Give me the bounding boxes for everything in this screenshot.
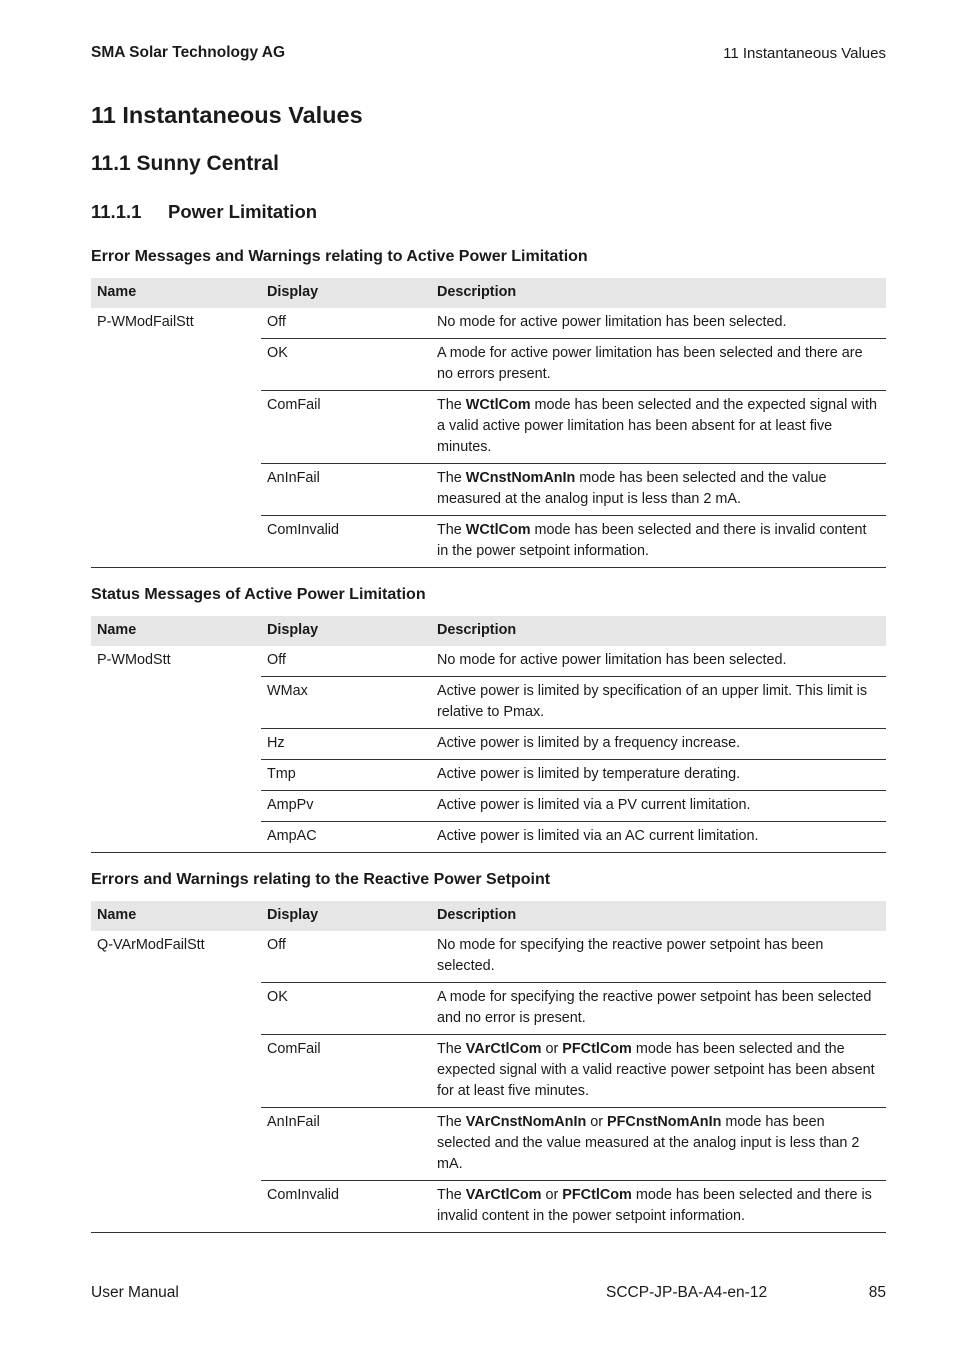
description-segment: No mode for active power limitation has been selected. — [437, 652, 787, 668]
description-text — [431, 822, 886, 853]
table-active-power-errors — [91, 278, 886, 568]
column-header-name: Name — [91, 901, 261, 931]
description-segment: or — [586, 1114, 608, 1130]
description-text — [431, 983, 886, 1035]
description-segment: or — [541, 1187, 563, 1203]
table-row — [91, 646, 886, 677]
mode-name: VArCtlCom — [465, 1187, 542, 1203]
mode-name: WCnstNomAnIn — [465, 470, 576, 486]
description-text — [431, 646, 886, 677]
mode-name: WCtlCom — [465, 397, 531, 413]
description-text — [431, 931, 886, 983]
description-text — [431, 729, 886, 760]
display-value: OK — [261, 983, 431, 1035]
description-text — [431, 1035, 886, 1108]
column-header-description: Description — [431, 278, 886, 308]
display-value: AnInFail — [261, 464, 431, 516]
column-header-description: Description — [431, 901, 886, 931]
display-value: Off — [261, 308, 431, 339]
description-segment: Active power is limited via a PV current limitation. — [437, 797, 751, 813]
description-segment: Active power is limited by temperature derating. — [437, 766, 741, 782]
description-segment: The — [437, 1187, 466, 1203]
description-text — [431, 516, 886, 568]
description-segment: or — [541, 1041, 563, 1057]
table-title-reactive-power-errors: Errors and Warnings relating to the Reactive Power Setpoint — [91, 871, 551, 888]
description-text — [431, 1181, 886, 1233]
description-segment: The — [437, 522, 466, 538]
parameter-name: P-WModFailStt — [91, 308, 261, 568]
description-text — [431, 677, 886, 729]
table-header-row — [91, 278, 886, 308]
description-segment: No mode for active power limitation has been selected. — [437, 314, 787, 330]
description-segment: mode has been selected and the value measured at the analog input is less than 2 mA. — [437, 1114, 860, 1172]
chapter-heading: 11 Instantaneous Values — [91, 102, 363, 128]
display-value: Tmp — [261, 760, 431, 791]
description-segment: A mode for specifying the reactive power setpoint has been selected and no error is present. — [437, 989, 872, 1026]
column-header-name: Name — [91, 278, 261, 308]
footer-page-number: 85 — [868, 1284, 886, 1301]
description-segment: mode has been selected and there is invalid content in the power setpoint information. — [437, 522, 867, 559]
mode-name: PFCnstNomAnIn — [607, 1114, 722, 1130]
display-value: AmpAC — [261, 822, 431, 853]
description-text — [431, 464, 886, 516]
description-segment: The — [437, 1114, 466, 1130]
table-header-row — [91, 616, 886, 646]
footer-document-id: SCCP-JP-BA-A4-en-12 — [606, 1284, 768, 1301]
table-header-row — [91, 901, 886, 931]
display-value: ComInvalid — [261, 516, 431, 568]
description-segment: mode has been selected and the expected signal with a valid reactive power setpoint has been absent for at least five minutes. — [437, 1041, 875, 1099]
display-value: Hz — [261, 729, 431, 760]
description-segment: Active power is limited via an AC current limitation. — [437, 828, 759, 844]
description-text — [431, 760, 886, 791]
description-segment: No mode for specifying the reactive power setpoint has been selected. — [437, 937, 824, 974]
display-value: Off — [261, 931, 431, 983]
running-header-section: 11 Instantaneous Values — [723, 45, 886, 62]
table-row — [91, 308, 886, 339]
description-text — [431, 1108, 886, 1181]
parameter-name: Q-VArModFailStt — [91, 931, 261, 1233]
description-segment: mode has been selected and the expected signal with a valid active power limitation has been absent for at least five minutes. — [437, 397, 877, 455]
description-segment: mode has been selected and there is invalid content in the power setpoint information. — [437, 1187, 872, 1224]
description-segment: The — [437, 1041, 466, 1057]
description-segment: mode has been selected and the value measured at the analog input is less than 2 mA. — [437, 470, 827, 507]
mode-name: VArCnstNomAnIn — [465, 1114, 587, 1130]
parameter-name: P-WModStt — [91, 646, 261, 853]
table-active-power-status — [91, 616, 886, 853]
running-header-company: SMA Solar Technology AG — [91, 44, 286, 61]
display-value: AmpPv — [261, 791, 431, 822]
display-value: WMax — [261, 677, 431, 729]
display-value: Off — [261, 646, 431, 677]
column-header-display: Display — [261, 278, 431, 308]
mode-name: VArCtlCom — [465, 1041, 542, 1057]
mode-name: PFCtlCom — [562, 1041, 632, 1057]
table-reactive-power-errors — [91, 901, 886, 1233]
description-text — [431, 791, 886, 822]
display-value: OK — [261, 339, 431, 391]
display-value: ComFail — [261, 1035, 431, 1108]
subsection-number: 11.1.1 — [91, 201, 142, 222]
column-header-name: Name — [91, 616, 261, 646]
description-segment: The — [437, 470, 466, 486]
subsection-title: Power Limitation — [168, 201, 318, 222]
column-header-display: Display — [261, 901, 431, 931]
mode-name: WCtlCom — [465, 522, 531, 538]
column-header-description: Description — [431, 616, 886, 646]
description-segment: Active power is limited by specification of an upper limit. This limit is relative to Pmax. — [437, 683, 868, 720]
table-row — [91, 931, 886, 983]
table-title-active-power-errors: Error Messages and Warnings relating to Active Power Limitation — [91, 248, 588, 265]
section-heading: 11.1 Sunny Central — [91, 152, 279, 175]
table-title-active-power-status: Status Messages of Active Power Limitation — [91, 586, 426, 603]
subsection-heading — [91, 201, 317, 223]
description-segment: The — [437, 397, 466, 413]
description-segment: A mode for active power limitation has been selected and there are no errors present. — [437, 345, 863, 382]
description-text — [431, 339, 886, 391]
display-value: ComInvalid — [261, 1181, 431, 1233]
display-value: AnInFail — [261, 1108, 431, 1181]
description-text — [431, 308, 886, 339]
description-text — [431, 391, 886, 464]
mode-name: PFCtlCom — [562, 1187, 632, 1203]
column-header-display: Display — [261, 616, 431, 646]
description-segment: Active power is limited by a frequency increase. — [437, 735, 741, 751]
footer-manual-label: User Manual — [91, 1284, 179, 1301]
display-value: ComFail — [261, 391, 431, 464]
